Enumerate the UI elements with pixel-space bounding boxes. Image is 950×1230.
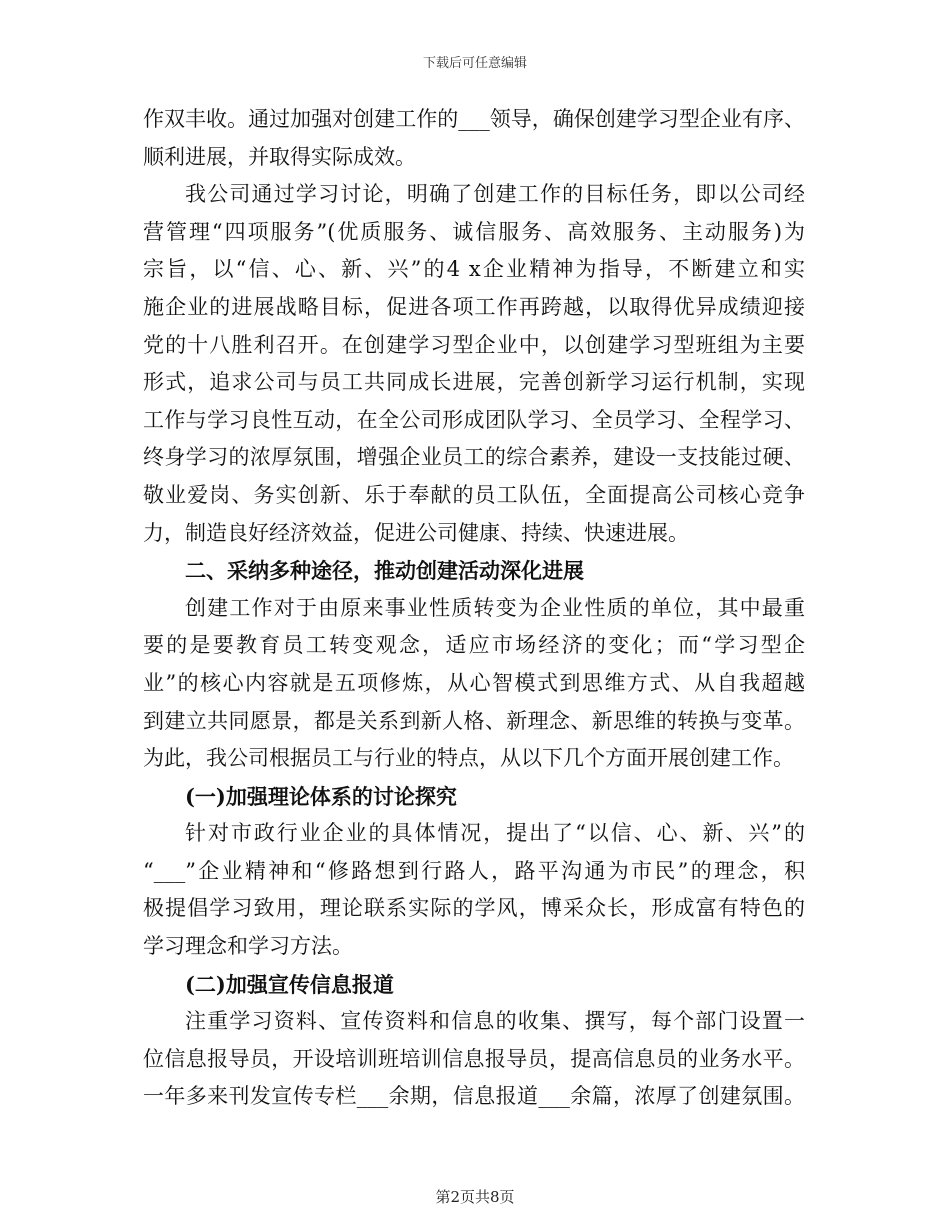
paragraph-line: 敬业爱岗、务实创新、乐于奉献的员工队伍，全面提高公司核心竞争	[143, 482, 805, 507]
paragraph-line: 营管理“四项服务”(优质服务、诚信服务、高效服务、主动服务)为	[143, 219, 805, 244]
section-heading: (二)加强宣传信息报道	[185, 971, 394, 997]
paragraph-line: 学习理念和学习方法。	[143, 934, 353, 959]
paragraph-line: 一年多来刊发宣传专栏___余期，信息报道___余篇，浓厚了创建氛围。	[143, 1084, 805, 1109]
paragraph-line: 业”的核心内容就是五项修炼，从心智模式到思维方式、从自我超越	[143, 670, 805, 695]
paragraph-line: 终身学习的浓厚氛围，增强企业员工的综合素养，建设一支技能过硬、	[143, 445, 805, 470]
paragraph-line: 形式，追求公司与员工共同成长进展，完善创新学习运行机制，实现	[143, 370, 805, 395]
paragraph-line: 工作与学习良性互动，在全公司形成团队学习、全员学习、全程学习、	[143, 407, 805, 432]
paragraph-line: 针对市政行业企业的具体情况，提出了“以信、心、新、兴”的	[185, 821, 805, 846]
page-header: 下载后可任意编辑	[422, 56, 527, 71]
document-body	[143, 101, 805, 1116]
paragraph-line: 极提倡学习致用，理论联系实际的学风，博采众长，形成富有特色的	[143, 896, 805, 921]
paragraph-line: 党的十八胜利召开。在创建学习型企业中，以创建学习型班组为主要	[143, 332, 805, 357]
paragraph-line: 位信息报导员，开设培训班培训信息报导员，提高信息员的业务水平。	[143, 1046, 805, 1071]
paragraph-line: 施企业的进展战略目标，促进各项工作再跨越，以取得优异成绩迎接	[143, 294, 805, 319]
paragraph-line: 我公司通过学习讨论，明确了创建工作的目标任务，即以公司经	[185, 182, 805, 207]
paragraph-line: 力，制造良好经济效益，促进公司健康、持续、快速进展。	[143, 520, 689, 545]
paragraph-line: 要的是要教育员工转变观念，适应市场经济的变化；而“学习型企	[143, 633, 805, 658]
paragraph-line: 到建立共同愿景，都是关系到新人格、新理念、新思维的转换与变革。	[143, 708, 805, 733]
section-heading: 二、采纳多种途径，推动创建活动深化进展	[185, 558, 584, 584]
paragraph-line: 作双丰收。通过加强对创建工作的___领导，确保创建学习型企业有序、	[143, 107, 805, 131]
section-heading: (一)加强理论体系的讨论探究	[185, 783, 457, 809]
paragraph-line: 顺利进展，并取得实际成效。	[143, 144, 416, 169]
paragraph-line: “___”企业精神和“修路想到行路人，路平沟通为市民”的理念，积	[143, 858, 805, 883]
page-number: 第2页共8页	[435, 1188, 515, 1206]
paragraph-line: 宗旨，以“信、心、新、兴”的4 x企业精神为指导，不断建立和实	[143, 257, 805, 282]
paragraph-line: 为此，我公司根据员工与行业的特点，从以下几个方面开展创建工作。	[143, 746, 794, 771]
paragraph-line: 创建工作对于由原来事业性质转变为企业性质的单位，其中最重	[185, 595, 805, 620]
paragraph-line: 注重学习资料、宣传资料和信息的收集、撰写，每个部门设置一	[185, 1009, 805, 1034]
